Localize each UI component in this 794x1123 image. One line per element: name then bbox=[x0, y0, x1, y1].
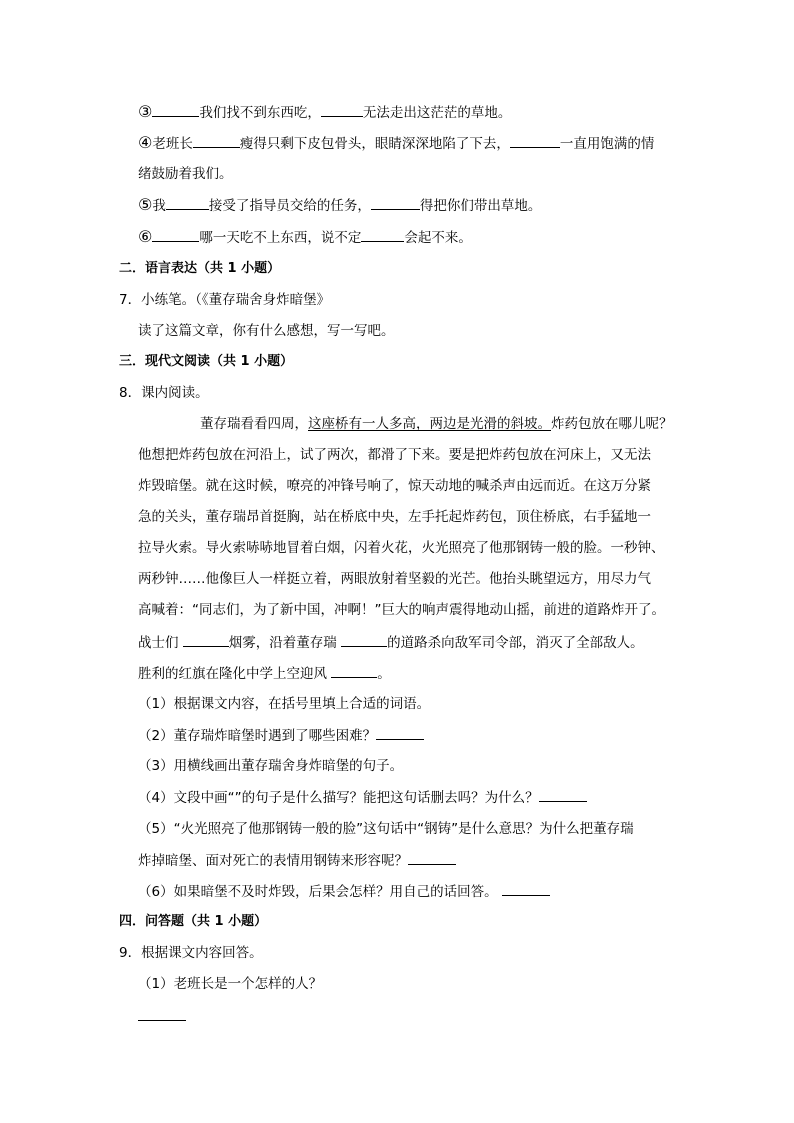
sub-question-2 bbox=[138, 726, 424, 745]
blank[interactable] bbox=[193, 134, 240, 148]
sub-question-6-text: （6）如果暗堡不及时炸毁，后果会怎样？用自己的话回答。 bbox=[138, 884, 502, 900]
item-5 bbox=[138, 196, 541, 215]
blank[interactable] bbox=[371, 196, 420, 210]
sub-question-6 bbox=[138, 882, 550, 901]
item-3-text-a: 我们找不到东西吃， bbox=[199, 105, 321, 121]
passage-line-5: 拉导火索。导火索哧哧地冒着白烟，闪着火花，火光照亮了他那钢铸一般的脸。一秒钟、 bbox=[138, 540, 665, 556]
item-3-text-b: 无法走出这茫茫的草地。 bbox=[362, 105, 512, 121]
sub-question-3: （3）用横线画出董存瑞舍身炸暗堡的句子。 bbox=[138, 758, 404, 774]
question-7 bbox=[119, 291, 330, 309]
item-6-num: ⑥ bbox=[138, 227, 153, 246]
passage-line-4: 急的关头，董存瑞昂首挺胸，站在桥底中央，左手托起炸药包，顶住桥底，右手猛地一 bbox=[138, 509, 651, 525]
sub-question-1: （1）根据课文内容，在括号里填上合适的词语。 bbox=[138, 696, 431, 712]
section-3-title: 三．现代文阅读（共 1 小题） bbox=[119, 354, 294, 369]
sub-question-5-continued bbox=[138, 851, 456, 870]
question-8-title: 课内阅读。 bbox=[141, 385, 209, 401]
item-5-text-b: 接受了指导员交给的任务， bbox=[208, 198, 371, 214]
passage-text: 胜利的红旗在隆化中学上空迎风 bbox=[138, 666, 332, 682]
sub-question-4-text: （4）文段中画“”的句子是什么描写？能把这句话删去吗？为什么？ bbox=[138, 790, 539, 806]
item-5-text-c: 得把你们带出草地。 bbox=[419, 198, 542, 214]
blank[interactable] bbox=[331, 664, 377, 678]
question-9-answer-line[interactable] bbox=[138, 1007, 186, 1026]
passage-text: 战士们 bbox=[138, 635, 183, 651]
item-5-num: ⑤ bbox=[138, 195, 153, 214]
passage-text: 董存瑞看看四周， bbox=[200, 416, 308, 432]
answer-blank[interactable] bbox=[408, 851, 456, 865]
item-6-text-b: 哪一天吃不上东西，说不定 bbox=[199, 230, 362, 246]
question-9 bbox=[119, 944, 263, 962]
section-4-title: 四．问答题（共 1 小题） bbox=[119, 914, 268, 929]
passage-line-8 bbox=[138, 633, 644, 652]
passage-line-7: 高喊着：“同志们，为了新中国，冲啊！”巨大的响声震得地动山摇，前进的道路炸开了。 bbox=[138, 602, 665, 618]
blank[interactable] bbox=[183, 633, 229, 647]
blank[interactable] bbox=[341, 633, 387, 647]
question-7-num: 7． bbox=[119, 292, 142, 308]
item-4-text-b: 瘦得只剩下皮包骨头，眼睛深深地陷了下去， bbox=[239, 136, 510, 152]
question-8 bbox=[119, 384, 209, 402]
answer-blank[interactable] bbox=[539, 788, 587, 802]
item-4 bbox=[138, 134, 654, 153]
item-4-text-a: 老班长 bbox=[152, 136, 193, 152]
question-8-num: 8． bbox=[119, 385, 142, 401]
question-9-title: 根据课文内容回答。 bbox=[141, 945, 263, 961]
question-9-sub-1: （1）老班长是一个怎样的人？ bbox=[138, 976, 323, 992]
answer-blank[interactable] bbox=[138, 1007, 186, 1021]
question-9-num: 9． bbox=[119, 945, 142, 961]
question-7-prompt: 读了这篇文章，你有什么感想，写一写吧。 bbox=[138, 323, 395, 339]
item-6 bbox=[138, 228, 472, 247]
item-6-text-c: 会起不来。 bbox=[404, 230, 472, 246]
item-3 bbox=[138, 103, 511, 122]
item-4-continued: 绪鼓励着我们。 bbox=[138, 166, 233, 182]
passage-line-6: 两秒钟……他像巨人一样挺立着，两眼放射着坚毅的光芒。他抬头眺望远方，用尽力气 bbox=[138, 571, 651, 587]
item-3-num: ③ bbox=[138, 102, 153, 121]
passage-text: 。 bbox=[377, 666, 391, 682]
blank[interactable] bbox=[166, 196, 209, 210]
passage-line-1 bbox=[200, 415, 673, 433]
passage-line-9 bbox=[138, 664, 391, 683]
item-4-text-c: 一直用饱满的情 bbox=[559, 136, 655, 152]
sub-question-4 bbox=[138, 788, 587, 807]
passage-line-3: 炸毁暗堡。就在这时候，嘹亮的冲锋号响了，惊天动地的喊杀声由远而近。在这万分紧 bbox=[138, 478, 651, 494]
item-5-text-a: 我 bbox=[152, 198, 166, 214]
blank[interactable] bbox=[510, 134, 560, 148]
item-4-num: ④ bbox=[138, 133, 153, 152]
passage-line-2: 他想把炸药包放在河沿上，试了两次，都滑了下来。要是把炸药包放在河床上，又无法 bbox=[138, 447, 651, 463]
passage-text: 炸药包放在哪儿呢？ bbox=[551, 416, 673, 432]
blank[interactable] bbox=[321, 103, 363, 117]
sub-question-2-text: （2）董存瑞炸暗堡时遇到了哪些困难？ bbox=[138, 728, 377, 744]
section-2-title: 二．语言表达（共 1 小题） bbox=[119, 261, 281, 276]
question-7-text: 小练笔。（《董存瑞舍身炸暗堡》 bbox=[141, 292, 331, 308]
sub-question-5-text: 炸掉暗堡、面对死亡的表情用钢铸来形容呢？ bbox=[138, 853, 408, 869]
passage-text: 烟雾，沿着董存瑞 bbox=[228, 635, 342, 651]
blank[interactable] bbox=[152, 103, 199, 117]
passage-text: 的道路杀向敌军司令部，消灭了全部敌人。 bbox=[387, 635, 644, 651]
sub-question-5: （5）“火光照亮了他那钢铸一般的脸”这句话中“钢铸”是什么意思？为什么把董存瑞 bbox=[138, 821, 634, 837]
blank[interactable] bbox=[361, 228, 404, 242]
answer-blank[interactable] bbox=[502, 882, 550, 896]
blank[interactable] bbox=[152, 228, 199, 242]
underlined-sentence: 这座桥有一人多高，两边是光滑的斜坡。 bbox=[308, 416, 551, 432]
answer-blank[interactable] bbox=[376, 726, 424, 740]
